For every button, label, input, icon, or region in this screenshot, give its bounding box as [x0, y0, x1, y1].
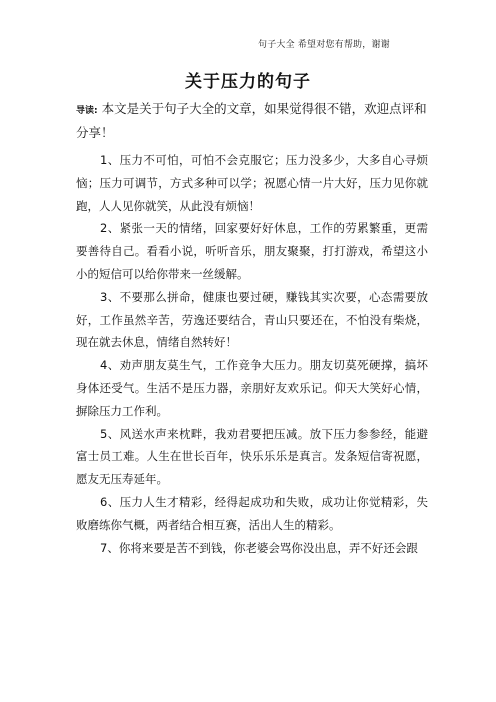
intro-label: 导读:	[76, 106, 98, 116]
article-body	[76, 98, 428, 559]
intro	[76, 98, 428, 145]
paragraph-4: 4、劝声朋友莫生气，工作竞争大压力。朋友切莫死硬撑，搞坏身体还受气。生活不是压力器，亲朋好友欢乐记。仰天大笑好心情，摒除压力工作利。	[76, 358, 428, 418]
page-title: 关于压力的句子	[185, 72, 311, 92]
paragraph-2: 2、紧张一天的情绪，回家要好好休息，工作的劳累繁重，更需要善待自己。看看小说，听听音乐，朋友聚聚，打打游戏，希望这小小的短信可以给你带来一丝缓解。	[76, 221, 428, 281]
header-note: 句子大全 希望对您有帮助，谢谢	[258, 40, 390, 50]
paragraph-6: 6、压力人生才精彩，经得起成功和失败，成功让你觉精彩，失败磨练你气概，两者结合相互赛，活出人生的精彩。	[76, 494, 428, 532]
paragraph-7: 7、你将来要是苦不到钱，你老婆会骂你没出息，弄不好还会跟	[100, 540, 418, 555]
paragraph-5: 5、风送水声来枕畔，我劝君要把压减。放下压力参参经，能避富士员工难。人生在世长百年，快乐乐乐是真言。发条短信寄祝愿，愿友无压寿延年。	[76, 426, 428, 487]
paragraph-3: 3、不要那么拼命，健康也要过硬，赚钱其实次要，心态需要放好，工作虽然辛苦，劳逸还要结合，青山只要还在，不怕没有柴烧，现在就去休息，情绪自然转好！	[76, 289, 428, 350]
intro-text: 本文是关于句子大全的文章，如果觉得很不错，欢迎点评和分享！	[76, 101, 427, 140]
paragraph-1: 1、压力不可怕，可怕不会克服它；压力没多少，大多自心寻烦恼；压力可调节，方式多种可以学；祝愿心情一片大好，压力见你就跑，人人见你就笑，从此没有烦恼！	[76, 153, 428, 213]
